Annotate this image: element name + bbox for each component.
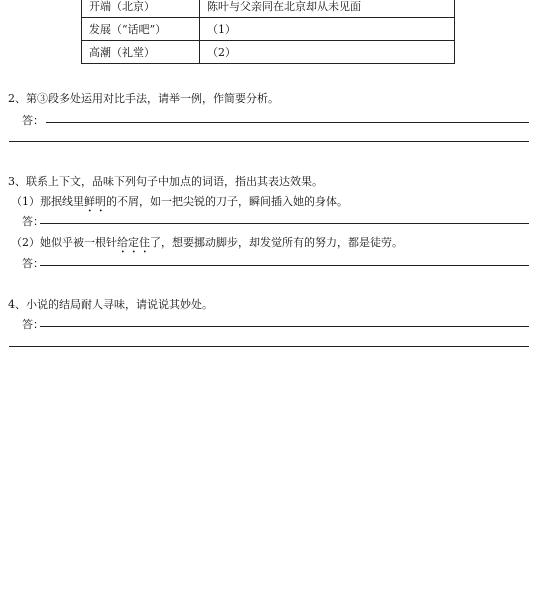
table-row bbox=[82, 18, 455, 41]
answer-line[interactable] bbox=[9, 141, 529, 142]
sentence-1 bbox=[11, 193, 348, 215]
sentence-text: 的不屑，如一把尖锐的刀子，瞬间插入她的身体。 bbox=[106, 195, 348, 208]
question-3: 3、联系上下文，品味下列句子中加点的词语，指出其表达效果。 bbox=[8, 175, 323, 188]
stage-cell: 发展（“话吧”） bbox=[82, 18, 200, 41]
plot-table bbox=[81, 0, 455, 64]
table-row bbox=[82, 0, 455, 18]
answer-label: 答： bbox=[22, 318, 44, 331]
question-2: 2、第③段多处运用对比手法，请举一例，作简要分析。 bbox=[8, 92, 279, 105]
sentence-text: （2）她似乎被一根针 bbox=[11, 236, 117, 249]
table-row bbox=[82, 41, 455, 64]
stage-cell: 开端（北京） bbox=[82, 0, 200, 18]
answer-label: 答： bbox=[22, 215, 44, 228]
dotted-word: 鲜明 bbox=[84, 195, 106, 208]
sentence-2 bbox=[11, 234, 403, 256]
sentence-text: 了，想要挪动脚步，却发觉所有的努力，都是徒劳。 bbox=[150, 236, 403, 249]
content-cell: 陈叶与父亲同在北京却从未见面 bbox=[200, 0, 455, 18]
answer-label: 答： bbox=[22, 114, 44, 127]
answer-line[interactable] bbox=[40, 326, 529, 327]
answer-line[interactable] bbox=[40, 223, 529, 224]
sentence-text: （1）那抿线里 bbox=[11, 195, 84, 208]
answer-line[interactable] bbox=[40, 265, 529, 266]
question-4: 4、小说的结局耐人寻味，请说说其妙处。 bbox=[8, 298, 213, 311]
dotted-word: 给定住 bbox=[117, 236, 150, 249]
answer-label: 答： bbox=[22, 257, 44, 270]
answer-line[interactable] bbox=[46, 122, 529, 123]
stage-cell: 高潮（礼堂） bbox=[82, 41, 200, 64]
content-cell: （2） bbox=[200, 41, 455, 64]
answer-line[interactable] bbox=[9, 346, 529, 347]
content-cell: （1） bbox=[200, 18, 455, 41]
